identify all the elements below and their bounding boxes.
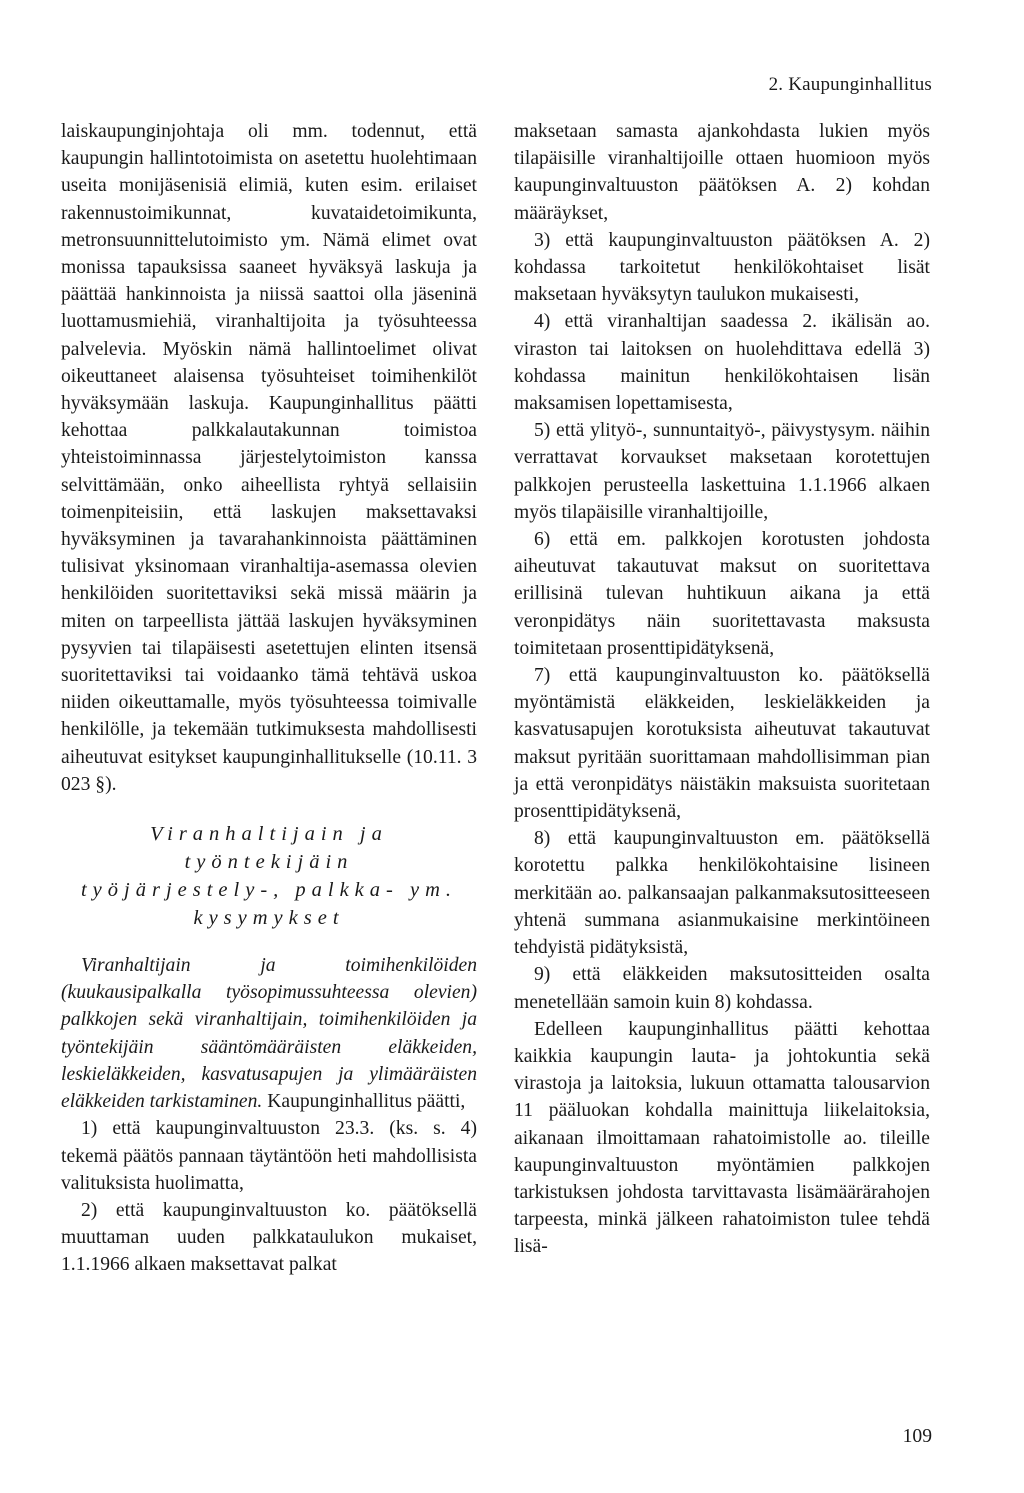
list-item-7: 7) että kaupunginvaltuuston ko. päätöksellä myöntämistä eläkkeiden, leskieläkkeiden ja kasvatusapujen korotuksista aiheutuvat takautuvat maksut pyritään suorittamaan mahdollisimman pian ja että veronpidätys näistäkin maksuista suoritetaan prosenttipidätyksenä, (514, 665, 930, 823)
section-heading-line-1: Viranhaltijain ja työntekijäin (150, 823, 388, 874)
summary-tail-text: Kaupunginhallitus päätti, (262, 1091, 466, 1113)
paragraph-final: Edelleen kaupunginhallitus päätti kehottaa kaikkia kaupungin lauta- ja johtokuntia sekä virastoja ja laitoksia, lukuun ottamatta talousarvion 11 pääluokan kohdalla mainittuja liikelaitoksia, aikanaan ilmoittamaan rahatoimistolle ao. tileille kaupunginvaltuuston myöntämien palkkojen tarkistuksen johdosta tarvittavasta lisämäärärahojen tarpeesta, minkä jälkeen rahatoimiston tulee tehdä lisä- (514, 1018, 930, 1258)
summary-italic-text: Viranhaltijain ja toimihenkilöiden (kuukausipalkalla työsopimussuhteessa olevien) palkkojen sekä viranhaltijain, toimihenkilöiden ja työntekijäin sääntömääräisten eläkkeiden, leskieläkkeiden, kasvatusapujen ja ylimääräisten eläkkeiden tarkistaminen. (61, 955, 477, 1113)
list-item-8: 8) että kaupunginvaltuuston em. päätöksellä korotettu palkka henkilökohtaisine lisineen merkitään ao. palkansaajan palkanmaksutositteeseen yhtenä summana asianmukaisine merkintöineen tehdyistä pidätyksistä, (514, 828, 930, 959)
list-item-4: 4) että viranhaltijan saadessa 2. ikälisän ao. viraston tai laitoksen on huolehdittava edellä 3) kohdassa mainitun henkilökohtaisen lisän maksamisen lopettamisesta, (514, 311, 930, 415)
right-column (514, 118, 930, 1261)
section-heading-line-2: työjärjestely-, palkka- ym. (80, 879, 458, 902)
paragraph-summary (61, 952, 477, 1115)
paragraph-continuation: maksetaan samasta ajankohdasta lukien myös tilapäisille viranhaltijoille ottaen huomioon myös kaupunginvaltuuston päätöksen A. 2) kohdan määräykset, (514, 121, 930, 224)
paragraph-intro: laiskaupunginjohtaja oli mm. todennut, että kaupungin hallintotoimista on asetettu huolehtimaan useita monijäsenisiä elimiä, kuten esim. erilaiset rakennustoimikunnat, kuvataidetoimikunta, metronsuunnittelutoimisto ym. Nämä elimet ovat monissa tapauksissa saaneet hyväksyä laskuja ja päättää hankinnoista ja niissä saattoi olla jäseninä luottamusmiehiä, viranhaltijoita ja työsuhteessa palvelevia. Myöskin nämä hallintoelimet olivat oikeuttaneet alaisensa työsuhteiset toimihenkilöt hyväksymään laskuja. Kaupunginhallitus päätti kehottaa palkkalautakunnan toimistoa yhteistoiminnassa järjestelytoimiston kanssa selvittämään, onko aiheellista ryhtyä sellaisiin toimenpiteisiin, että laskujen maksettavaksi hyväksyminen ja tavarahankinnoista päättäminen tulisivat yksinomaan viranhaltija-asemassa olevien henkilöiden suoritettaviksi sekä missä määrin ja miten on tarpeellista jättää laskujen hyväksyminen pysyvien tai tilapäisesti asetettujen elinten itsensä suoritettaviksi tai voidaanko tämä tehtävä uskoa niiden oikeuttamalle, myös työsuhteessa toimivalle henkilölle, ja tekemään tutkimuksesta mahdollisesti aiheutuvat esitykset kaupunginhallitukselle (10.11. 3 023 §). (61, 121, 477, 795)
list-item-5: 5) että ylityö-, sunnuntaityö-, päivystysym. näihin verrattavat korvaukset maksetaan korotettujen palkkojen perusteella laskettuina 1.1.1966 alkaen myös tilapäisille viranhaltijoille, (514, 420, 930, 523)
list-item-2: 2) että kaupunginvaltuuston ko. päätöksellä muuttaman uuden palkkataulukon mukaiset, 1.1.1966 alkaen maksettavat palkat (61, 1199, 477, 1276)
list-item-6: 6) että em. palkkojen korotusten johdosta aiheutuvat takautuvat maksut on suoritettava erillisinä tulevan huhtikuun aikana ja että veronpidätys näin suoritettavasta maksusta toimitetaan prosenttipidätyksenä, (514, 529, 930, 659)
list-item-1: 1) että kaupunginvaltuuston 23.3. (ks. s. 4) tekemä päätös pannaan täytäntöön heti mahdollisista valituksista huolimatta, (61, 1118, 477, 1194)
list-item-9: 9) että eläkkeiden maksutositteiden osalta menetellään samoin kuin 8) kohdassa. (514, 964, 930, 1013)
running-head: 2. Kaupunginhallitus (768, 74, 932, 95)
section-heading (61, 820, 477, 932)
left-column (61, 118, 477, 1279)
page-number: 109 (902, 1426, 932, 1447)
list-item-3: 3) että kaupunginvaltuuston päätöksen A. 2) kohdassa tarkoitetut henkilökohtaiset lisät maksetaan hyväksytyn taulukon mukaisesti, (514, 229, 930, 306)
section-heading-line-3: kysymykset (193, 907, 345, 930)
